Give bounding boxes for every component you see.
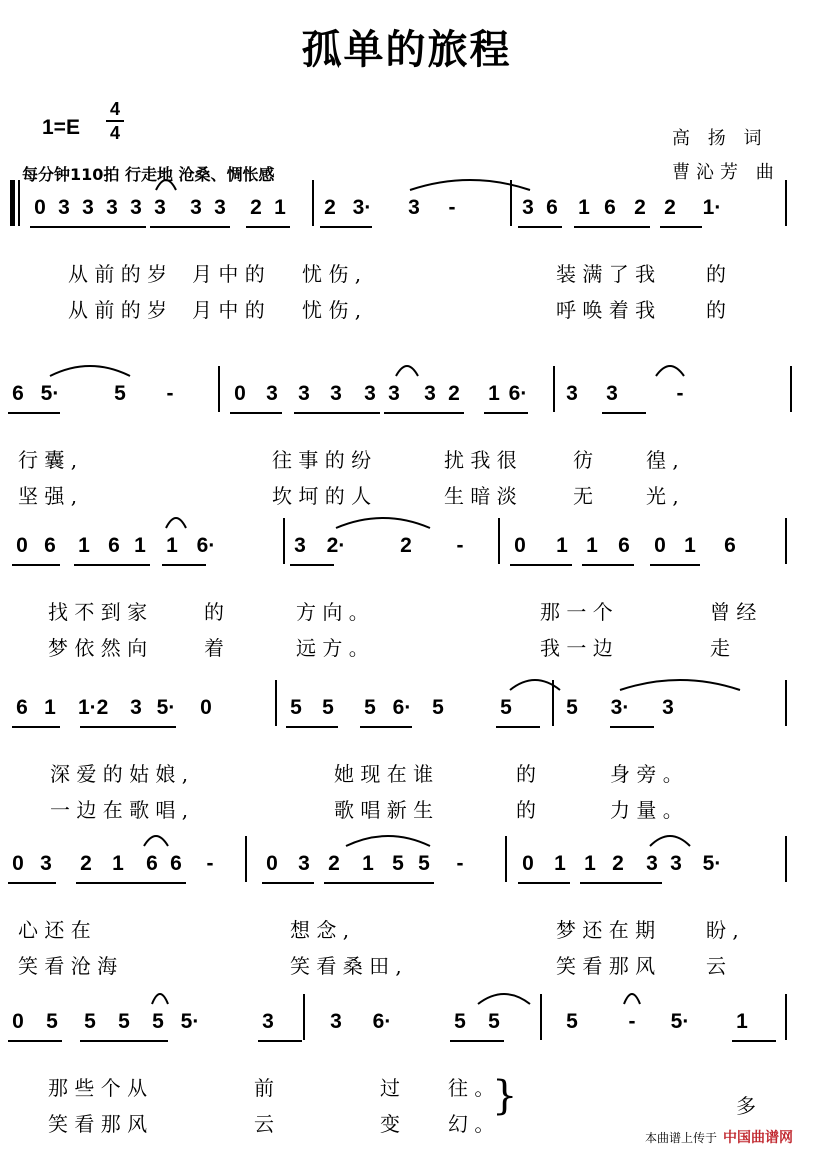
slur <box>152 994 168 1004</box>
lyric-verse-1: 梦 还 在 期 <box>556 918 656 942</box>
beam-line <box>76 882 186 884</box>
note: 3· <box>610 696 630 719</box>
slur <box>166 518 186 528</box>
lyric-verse-2: 笑 看 桑 田 , <box>290 954 402 978</box>
beam-line <box>484 412 528 414</box>
lyric-verse-1: 徨 , <box>646 448 679 472</box>
slur <box>144 836 168 846</box>
note: 3 <box>130 196 142 219</box>
note: 2 <box>634 196 646 219</box>
slur <box>510 680 560 690</box>
beam-line <box>294 412 380 414</box>
note: 3 <box>566 382 578 405</box>
beam-line <box>324 882 434 884</box>
lyric-verse-1: 想 念 , <box>290 918 350 942</box>
note: 1 <box>684 534 696 557</box>
note: 5 <box>152 1010 164 1033</box>
lyric-verse-2: 我 一 边 <box>540 636 613 660</box>
note: 5 <box>322 696 334 719</box>
lyric-verse-2: 着 <box>204 636 224 660</box>
score-system <box>0 186 813 322</box>
note: 1·2 <box>78 696 109 719</box>
lyric-verse-2: 云 <box>706 954 726 978</box>
note: 1 <box>362 852 374 875</box>
note: 1 <box>134 534 146 557</box>
lyric-verse-2: 一 边 在 歌 唱 , <box>50 798 189 822</box>
lyric-verse-2: 坎 坷 的 人 <box>272 484 372 508</box>
note: 0 <box>654 534 666 557</box>
beam-line <box>12 726 60 728</box>
slur <box>620 680 740 690</box>
note: 5 <box>488 1010 500 1033</box>
slur <box>50 366 130 376</box>
note: 1 <box>556 534 568 557</box>
lyric-verse-1: 月 中 的 <box>192 262 265 286</box>
composer-credit: 曹沁芳 曲 <box>672 162 780 183</box>
lyric-verse-1: 深 爱 的 姑 娘 , <box>50 762 189 786</box>
note: 3 <box>408 196 420 219</box>
note: 6 <box>170 852 182 875</box>
beam-line <box>286 726 338 728</box>
slur <box>346 836 430 846</box>
note: 3 <box>606 382 618 405</box>
lyric-verse-2: 走 <box>710 636 730 660</box>
slur-layer <box>0 172 813 192</box>
lyric-verse-2: 笑 看 那 风 <box>556 954 656 978</box>
beam-line <box>650 564 700 566</box>
note: 0 <box>200 696 212 719</box>
lyric-verse-1: 扰 我 很 <box>444 448 517 472</box>
verse-brace: } <box>492 1073 518 1119</box>
note: 6· <box>372 1010 392 1033</box>
note: 3 <box>330 382 342 405</box>
note: 5 <box>500 696 512 719</box>
lyric-verse-2: 歌 唱 新 生 <box>334 798 434 822</box>
lyric-verse-1: 前 <box>254 1076 274 1100</box>
note: - <box>676 382 684 405</box>
note: 2 <box>324 196 336 219</box>
footer <box>645 1127 793 1147</box>
note: 5 <box>418 852 430 875</box>
lyric-ending: 多 <box>736 1094 756 1118</box>
note: 1 <box>44 696 56 719</box>
note: 3 <box>424 382 436 405</box>
lyric-verse-2: 云 <box>254 1112 274 1136</box>
note: - <box>456 534 464 557</box>
slur <box>650 836 690 846</box>
note: - <box>628 1010 636 1033</box>
note: 3 <box>364 382 376 405</box>
note: 6 <box>44 534 56 557</box>
lyric-verse-2: 变 <box>380 1112 400 1136</box>
note: 5· <box>156 696 176 719</box>
beam-line <box>602 412 646 414</box>
beam-line <box>150 226 230 228</box>
slur <box>478 994 530 1004</box>
lyric-verse-2: 笑 看 沧 海 <box>18 954 118 978</box>
score-system <box>0 524 813 660</box>
note: 2 <box>80 852 92 875</box>
lyric-verse-1: 的 <box>516 762 536 786</box>
slur-layer <box>0 510 813 530</box>
slur <box>336 518 430 528</box>
beam-line <box>74 564 150 566</box>
note: 3 <box>330 1010 342 1033</box>
note: 3 <box>262 1010 274 1033</box>
note: 1 <box>554 852 566 875</box>
tempo-marking: 每分钟110拍 行走地 沧桑、惆怅感 <box>22 165 275 184</box>
note: - <box>166 382 174 405</box>
lyric-verse-2: 远 方 。 <box>296 636 369 660</box>
note: 5 <box>364 696 376 719</box>
beam-line <box>246 226 290 228</box>
lyric-verse-2: 生 暗 淡 <box>444 484 517 508</box>
beam-line <box>8 1040 62 1042</box>
note: 6 <box>16 696 28 719</box>
lyric-verse-1: 方 向 。 <box>296 600 369 624</box>
note: 6· <box>508 382 528 405</box>
beam-line <box>518 882 570 884</box>
note: 3 <box>58 196 70 219</box>
note: 5 <box>46 1010 58 1033</box>
time-numerator: 4 <box>109 99 120 119</box>
note: 3· <box>352 196 372 219</box>
note: 2 <box>328 852 340 875</box>
note: 3 <box>106 196 118 219</box>
lyric-verse-2: 坚 强 , <box>18 484 78 508</box>
lyric-verse-2: 呼 唤 着 我 <box>556 298 656 322</box>
note: 6 <box>146 852 158 875</box>
beam-line <box>582 564 634 566</box>
note: 5· <box>670 1010 690 1033</box>
slur <box>156 180 176 190</box>
score-system <box>0 372 813 508</box>
note: 3 <box>294 534 306 557</box>
note: 0 <box>16 534 28 557</box>
lyric-verse-2: 的 <box>706 298 726 322</box>
note: 3 <box>646 852 658 875</box>
note: 0 <box>234 382 246 405</box>
note: 5 <box>454 1010 466 1033</box>
note: 6 <box>12 382 24 405</box>
note: 1· <box>702 196 722 219</box>
beam-line <box>258 1040 302 1042</box>
beam-line <box>8 412 60 414</box>
beam-line <box>80 726 176 728</box>
note: 1 <box>578 196 590 219</box>
beam-line <box>384 412 464 414</box>
note: 3 <box>670 852 682 875</box>
lyric-verse-1: 身 旁 。 <box>610 762 683 786</box>
score-system <box>0 1000 813 1136</box>
time-denominator: 4 <box>109 123 120 143</box>
lyric-verse-1: 往 。 <box>448 1076 495 1100</box>
lyric-verse-1: 彷 <box>573 448 593 472</box>
beam-line <box>230 412 282 414</box>
note: 5 <box>566 1010 578 1033</box>
note: 3 <box>388 382 400 405</box>
beam-line <box>510 564 572 566</box>
note: 3 <box>266 382 278 405</box>
footer-text: 本曲谱上传于 <box>644 1131 717 1145</box>
lyric-verse-2: 力 量 。 <box>610 798 683 822</box>
note: 2 <box>612 852 624 875</box>
beam-line <box>496 726 540 728</box>
note: 6 <box>546 196 558 219</box>
note: 5 <box>84 1010 96 1033</box>
note: 3 <box>662 696 674 719</box>
lyric-verse-2: 无 <box>573 484 593 508</box>
note: 3 <box>130 696 142 719</box>
footer-brand: 中国曲谱网 <box>723 1130 793 1146</box>
beam-line <box>450 1040 504 1042</box>
note: 3 <box>298 382 310 405</box>
lyric-verse-2: 幻 。 <box>448 1112 495 1136</box>
beam-line <box>12 564 60 566</box>
lyric-verse-1: 行 囊 , <box>18 448 78 472</box>
lyric-verse-1: 从 前 的 岁 <box>68 262 168 286</box>
note: 1 <box>586 534 598 557</box>
lyric-verse-1: 往 事 的 纷 <box>272 448 372 472</box>
score-system <box>0 842 813 978</box>
note: 3 <box>154 196 166 219</box>
lyric-verse-1: 心 还 在 <box>18 918 91 942</box>
lyric-verse-1: 忧 伤 , <box>302 262 362 286</box>
note: 2 <box>664 196 676 219</box>
lyric-verse-2: 的 <box>516 798 536 822</box>
note: 6 <box>618 534 630 557</box>
note: 3 <box>40 852 52 875</box>
note: 0 <box>266 852 278 875</box>
slur-layer <box>0 828 813 848</box>
slur <box>624 994 640 1004</box>
note: 3 <box>82 196 94 219</box>
beam-line <box>320 226 372 228</box>
beam-line <box>8 882 56 884</box>
note: - <box>206 852 214 875</box>
slur <box>410 180 530 190</box>
note: 3 <box>522 196 534 219</box>
note: 2 <box>400 534 412 557</box>
slur <box>396 366 418 376</box>
beam-line <box>290 564 334 566</box>
slur-layer <box>0 986 813 1006</box>
beam-line <box>162 564 206 566</box>
note: 5 <box>392 852 404 875</box>
note: 0 <box>522 852 534 875</box>
key-signature: 1=E <box>42 116 80 139</box>
note: 3 <box>214 196 226 219</box>
song-title: 孤单的旅程 <box>301 26 512 73</box>
lyric-verse-1: 过 <box>380 1076 400 1100</box>
lyric-verse-1: 那 些 个 从 <box>48 1076 148 1100</box>
lyric-verse-2: 从 前 的 岁 <box>68 298 168 322</box>
lyric-verse-1: 她 现 在 谁 <box>334 762 434 786</box>
beam-line <box>262 882 314 884</box>
lyric-verse-1: 的 <box>204 600 224 624</box>
lyric-verse-1: 那 一 个 <box>540 600 613 624</box>
note: 1 <box>274 196 286 219</box>
note: 5 <box>114 382 126 405</box>
slur <box>656 366 684 376</box>
note: 3 <box>298 852 310 875</box>
note: 6 <box>108 534 120 557</box>
note: 5· <box>40 382 60 405</box>
note: 5 <box>432 696 444 719</box>
note: 3 <box>190 196 202 219</box>
beam-line <box>574 226 650 228</box>
note: - <box>456 852 464 875</box>
note: 1 <box>166 534 178 557</box>
note: 0 <box>12 852 24 875</box>
time-signature <box>108 98 122 144</box>
note: 0 <box>34 196 46 219</box>
note: - <box>448 196 456 219</box>
lyric-verse-2: 笑 看 那 风 <box>48 1112 148 1136</box>
note: 6 <box>604 196 616 219</box>
lyric-verse-2: 忧 伤 , <box>302 298 362 322</box>
note: 2· <box>326 534 346 557</box>
slur-layer <box>0 672 813 692</box>
lyric-verse-2: 月 中 的 <box>192 298 265 322</box>
note: 1 <box>736 1010 748 1033</box>
lyric-verse-1: 装 满 了 我 <box>556 262 656 286</box>
beam-line <box>580 882 662 884</box>
beam-line <box>660 226 702 228</box>
score-system <box>0 686 813 822</box>
lyric-verse-1: 曾 经 <box>710 600 757 624</box>
lyricist-credit: 高 扬 词 <box>672 128 768 149</box>
note: 6· <box>196 534 216 557</box>
lyric-verse-1: 找 不 到 家 <box>48 600 148 624</box>
beam-line <box>518 226 562 228</box>
note: 0 <box>12 1010 24 1033</box>
lyric-verse-2: 光 , <box>646 484 679 508</box>
beam-line <box>610 726 654 728</box>
note: 0 <box>514 534 526 557</box>
beam-line <box>80 1040 168 1042</box>
slur-layer <box>0 358 813 378</box>
note: 1 <box>112 852 124 875</box>
beam-line <box>30 226 146 228</box>
note: 5· <box>180 1010 200 1033</box>
note: 1 <box>488 382 500 405</box>
lyric-verse-2: 梦 依 然 向 <box>48 636 148 660</box>
beam-line <box>360 726 412 728</box>
note: 5 <box>290 696 302 719</box>
beam-line <box>732 1040 776 1042</box>
note: 1 <box>584 852 596 875</box>
note: 1 <box>78 534 90 557</box>
note: 2 <box>250 196 262 219</box>
note: 6 <box>724 534 736 557</box>
lyric-verse-1: 的 <box>706 262 726 286</box>
note: 5· <box>702 852 722 875</box>
note: 5 <box>118 1010 130 1033</box>
note: 5 <box>566 696 578 719</box>
note: 6· <box>392 696 412 719</box>
lyric-verse-1: 盼 , <box>706 918 739 942</box>
note: 2 <box>448 382 460 405</box>
